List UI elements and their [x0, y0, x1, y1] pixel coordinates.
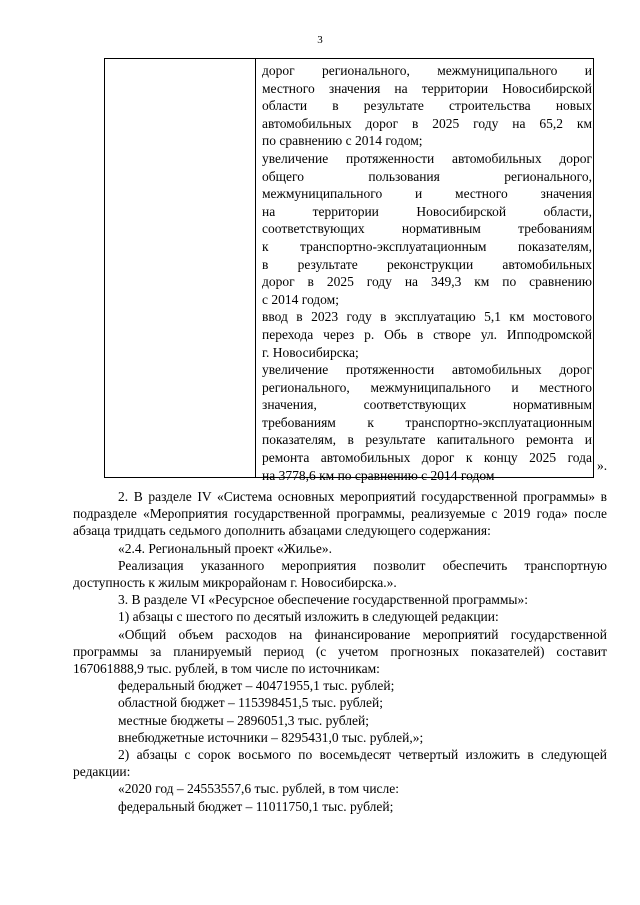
- table-closing-quote: ».: [597, 458, 608, 473]
- program-table: [104, 58, 594, 483]
- body-paragraph: 2. В разделе IV «Система основных мероприятий государственной программы» в подразделе «Мероприятия государственной программы, реализуемые с 2019 года» после абзаца тридцать седьмого дополнить абзацами следующего содержания:: [73, 489, 607, 539]
- table-cell-line: межмуниципального и местного значения: [262, 186, 592, 202]
- table-cell-line: местного значения на территории Новосибирской: [262, 80, 592, 96]
- body-paragraph: 1) абзацы с шестого по десятый изложить в следующей редакции:: [118, 609, 499, 625]
- table-cell-line: дорог регионального, межмуниципального и: [262, 63, 592, 78]
- table-cell-line: общего пользования регионального,: [262, 168, 592, 184]
- body-paragraph: «Общий объем расходов на финансирование мероприятий государственной программы за планируемый период (с учетом прогнозных показателей) составит 167061888,9 тыс. рублей, в том числе по источникам:: [73, 626, 607, 677]
- body-paragraph: «2020 год – 24553557,6 тыс. рублей, в том числе:: [118, 781, 400, 797]
- table-cell-line: соответствующих нормативным требованиям: [262, 221, 592, 237]
- table-cell-line: значения, соответствующих нормативным: [262, 397, 592, 413]
- document-body: [73, 488, 607, 815]
- body-paragraph: внебюджетные источники – 8295431,0 тыс. рублей,»;: [118, 729, 424, 745]
- table-cell-line: ремонта автомобильных дорог к концу 2025 года: [262, 450, 592, 466]
- table-cell-line: требованиям к транспортно-эксплуатационным: [262, 414, 592, 430]
- table-column-divider: [255, 59, 256, 477]
- table-cell-line: увеличение протяженности автомобильных дорог: [262, 150, 592, 166]
- body-paragraph: 2) абзацы с сорок восьмого по восемьдесят четвертый изложить в следующей редакции:: [73, 747, 607, 780]
- table-cell-line: по сравнению с 2014 годом;: [262, 133, 423, 149]
- table-cell-line: г. Новосибирска;: [262, 344, 359, 360]
- table-cell-line: ввод в 2023 году в эксплуатацию 5,1 км мостового: [262, 309, 592, 325]
- table-cell-line: регионального, межмуниципального и местного: [262, 379, 592, 395]
- body-paragraph: «2.4. Региональный проект «Жилье».: [118, 540, 332, 556]
- table-cell-line: области в результате строительства новых: [262, 98, 592, 114]
- body-paragraph: областной бюджет – 115398451,5 тыс. рублей;: [118, 695, 383, 711]
- table-cell-line: на 3778,6 км по сравнению с 2014 годом: [262, 467, 495, 483]
- table-right-cell: [262, 62, 592, 484]
- table-cell-line: показателям, в результате капитального ремонта и: [262, 432, 592, 448]
- table-cell-line: к транспортно-эксплуатационным показателям,: [262, 238, 592, 254]
- body-paragraph: 3. В разделе VI «Ресурсное обеспечение государственной программы»:: [118, 592, 529, 608]
- page-number: 3: [317, 34, 323, 46]
- table-cell-line: перехода через р. Обь в створе ул. Ипподромской: [262, 326, 592, 342]
- table-cell-line: в результате реконструкции автомобильных: [262, 256, 592, 272]
- body-paragraph: Реализация указанного мероприятия позволит обеспечить транспортную доступность к жилым микрорайонам г. Новосибирска.».: [73, 557, 607, 591]
- table-cell-line: увеличение протяженности автомобильных дорог: [262, 362, 592, 378]
- table-cell-line: с 2014 годом;: [262, 291, 339, 307]
- body-paragraph: местные бюджеты – 2896051,3 тыс. рублей;: [118, 712, 370, 728]
- table-cell-line: на территории Новосибирской области,: [262, 203, 592, 219]
- table-cell-line: дорог в 2025 году на 349,3 км по сравнению: [262, 274, 592, 290]
- body-paragraph: федеральный бюджет – 40471955,1 тыс. рублей;: [118, 678, 395, 694]
- table-cell-line: автомобильных дорог в 2025 году на 65,2 км: [262, 115, 592, 131]
- body-paragraph: федеральный бюджет – 11011750,1 тыс. рублей;: [118, 798, 394, 814]
